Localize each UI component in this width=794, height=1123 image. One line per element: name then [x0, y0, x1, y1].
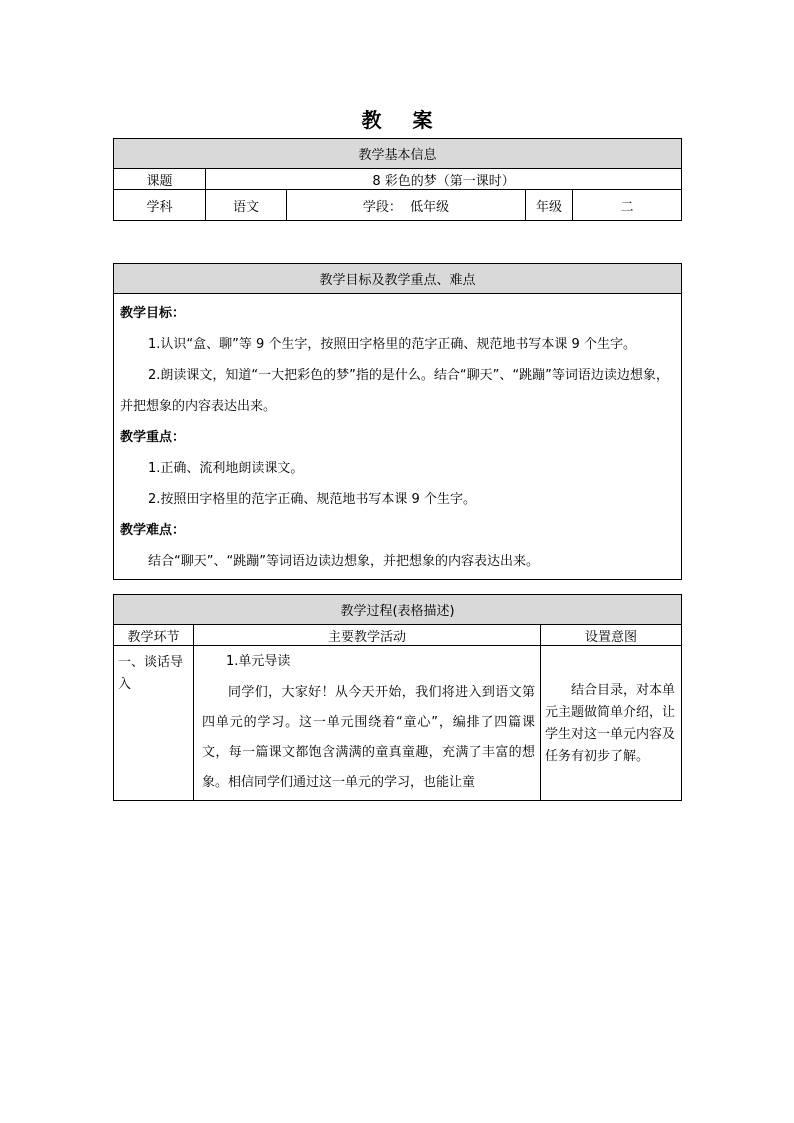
- activity-step: 1.单元导读: [226, 654, 291, 669]
- stage-cell: 一、谈话导入: [114, 646, 194, 801]
- col-intent-header: 设置意图: [541, 625, 682, 646]
- col-stage-header: 教学环节: [114, 625, 194, 646]
- subject-value: 语文: [206, 190, 287, 221]
- intent-cell: [541, 646, 682, 801]
- goal-item-2: 2.朗读课文，知道“一大把彩色的梦”指的是什么。结合“聊天”、“跳蹦”等词语边读边想象，并把想象的内容表达出来。: [120, 368, 669, 414]
- difficulty-item-1: 结合“聊天”、“跳蹦”等词语边读边想象，并把想象的内容表达出来。: [148, 554, 539, 569]
- topic-value: 8 彩色的梦（第一课时）: [206, 169, 682, 190]
- stage-value: 低年级: [410, 199, 450, 215]
- intent-text: 结合目录，对本单元主题做简单介绍，让学生对这一单元内容及任务有初步了解。: [545, 683, 676, 764]
- process-table: [113, 594, 682, 801]
- page-title: 教 案: [361, 108, 445, 132]
- activity-cell: [194, 646, 541, 801]
- subject-label: 学科: [114, 190, 206, 221]
- goal-heading: 教学目标：: [120, 306, 186, 321]
- stage-label: 学段：: [362, 199, 402, 215]
- difficulty-heading: 教学难点：: [120, 523, 186, 538]
- objectives-header: 教学目标及教学重点、难点: [114, 264, 682, 294]
- process-header: 教学过程(表格描述): [114, 595, 682, 625]
- basic-info-table: [113, 138, 682, 221]
- basic-info-header: 教学基本信息: [114, 139, 682, 169]
- activity-text: 同学们，大家好！从今天开始，我们将进入到语文第四单元的学习。这一单元围绕着“童心”，编排了四篇课文，每一篇课文都饱含满满的童真童趣，充满了丰富的想象。相信同学们通过这一单元的学习，也能让童: [202, 685, 535, 790]
- col-activity-header: 主要教学活动: [194, 625, 541, 646]
- stage-cell: [287, 190, 526, 221]
- goal-item-1: 1.认识“盒、聊”等 9 个生字，按照田字格里的范字正确、规范地书写本课 9 个生字。: [148, 337, 636, 352]
- grade-value: 二: [573, 190, 682, 221]
- objectives-body: [114, 294, 682, 580]
- grade-label: 年级: [526, 190, 573, 221]
- topic-label: 课题: [114, 169, 206, 190]
- table-row: [114, 646, 682, 801]
- key-item-1: 1.正确、流利地朗读课文。: [148, 461, 304, 476]
- objectives-table: [113, 263, 682, 580]
- key-item-2: 2.按照田字格里的范字正确、规范地书写本课 9 个生字。: [148, 492, 476, 507]
- key-heading: 教学重点：: [120, 430, 186, 445]
